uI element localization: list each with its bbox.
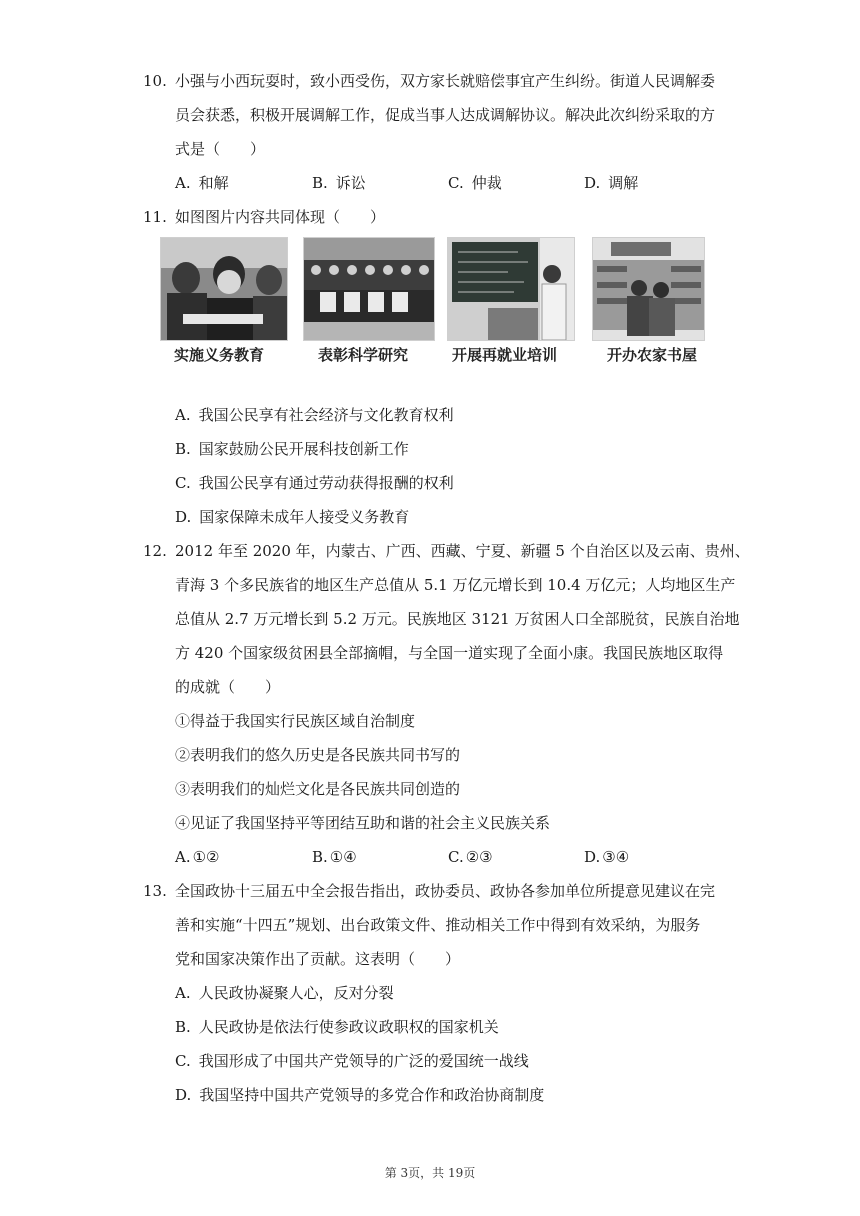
question-text-line: 员会获悉，积极开展调解工作，促成当事人达成调解协议。解决此次纠纷采取的方 [175, 106, 716, 124]
option-label: C. [448, 174, 464, 192]
option-a[interactable] [175, 405, 454, 425]
training-class-photo [447, 237, 575, 341]
question-text-line: 小强与小西玩耍时，致小西受伤，双方家长就赔偿事宜产生纠纷。街道人民调解委 [175, 72, 716, 90]
option-label: D. [584, 174, 601, 192]
question-text-line: 总值从 2.7 万元增长到 5.2 万元。民族地区 3121 万贫困人口全部脱贫，民族自治地 [175, 610, 740, 628]
option-d[interactable] [175, 1085, 544, 1105]
option-a[interactable] [175, 173, 229, 193]
option-text: 我国公民享有通过劳动获得报酬的权利 [198, 474, 454, 492]
option-text: 和解 [198, 174, 229, 192]
option-text: 国家保障未成年人接受义务教育 [199, 508, 410, 526]
option-a[interactable] [175, 847, 220, 867]
option-b[interactable] [175, 439, 409, 459]
option-label: B. [312, 848, 328, 866]
option-label: D. [175, 508, 192, 526]
question-number: 10. [143, 72, 167, 90]
question-number: 12. [143, 542, 167, 560]
image-caption: 表彰科学研究 [318, 346, 409, 364]
option-b[interactable] [312, 847, 357, 867]
option-text: 调解 [608, 174, 639, 192]
option-text: 我国公民享有社会经济与文化教育权利 [198, 406, 454, 424]
question-number: 11. [143, 208, 167, 226]
statement-1: ①得益于我国实行民族区域自治制度 [175, 712, 416, 730]
option-text: ①② [192, 848, 220, 866]
option-b[interactable] [312, 173, 366, 193]
image-caption: 实施义务教育 [174, 346, 265, 364]
option-label: D. [584, 848, 601, 866]
library-photo [592, 237, 705, 341]
question-text-line: 如图图片内容共同体现（ ） [175, 208, 386, 226]
option-a[interactable] [175, 983, 394, 1003]
option-c[interactable] [175, 473, 454, 493]
question-text-line: 党和国家决策作出了贡献。这表明（ ） [175, 950, 461, 968]
option-text: 诉讼 [335, 174, 366, 192]
page-footer: 第 3页，共 19页 [384, 1166, 476, 1180]
option-label: B. [312, 174, 328, 192]
statement-4: ④见证了我国坚持平等团结互助和谐的社会主义民族关系 [175, 814, 551, 832]
option-text: ①④ [329, 848, 357, 866]
option-d[interactable] [175, 507, 409, 527]
option-d[interactable] [584, 173, 638, 193]
statement-2: ②表明我们的悠久历史是各民族共同书写的 [175, 746, 461, 764]
option-text: ③④ [602, 848, 630, 866]
option-text: 人民政协是依法行使参政议政职权的国家机关 [198, 1018, 499, 1036]
question-text-line: 善和实施“十四五”规划、出台政策文件、推动相关工作中得到有效采纳，为服务 [175, 916, 701, 934]
option-label: C. [175, 474, 191, 492]
option-label: A. [175, 174, 191, 192]
option-label: A. [175, 848, 191, 866]
option-c[interactable] [175, 1051, 529, 1071]
option-text: ②③ [465, 848, 493, 866]
option-label: D. [175, 1086, 192, 1104]
question-number: 13. [143, 882, 167, 900]
option-label: A. [175, 984, 191, 1002]
option-label: A. [175, 406, 191, 424]
option-b[interactable] [175, 1017, 499, 1037]
option-d[interactable] [584, 847, 629, 867]
option-text: 我国坚持中国共产党领导的多党合作和政治协商制度 [199, 1086, 545, 1104]
question-text-line: 式是（ ） [175, 140, 266, 158]
option-label: B. [175, 440, 191, 458]
option-text: 国家鼓励公民开展科技创新工作 [198, 440, 409, 458]
students-photo [160, 237, 288, 341]
option-c[interactable] [448, 847, 493, 867]
award-ceremony-photo [303, 237, 435, 341]
question-text-line: 方 420 个国家级贫困县全部摘帽，与全国一道实现了全面小康。我国民族地区取得 [175, 644, 724, 662]
question-text-line: 青海 3 个多民族省的地区生产总值从 5.1 万亿元增长到 10.4 万亿元；人均地区生产 [175, 576, 736, 594]
option-label: C. [175, 1052, 191, 1070]
option-label: C. [448, 848, 464, 866]
option-label: B. [175, 1018, 191, 1036]
option-text: 人民政协凝聚人心，反对分裂 [198, 984, 394, 1002]
statement-3: ③表明我们的灿烂文化是各民族共同创造的 [175, 780, 461, 798]
question-text-line: 全国政协十三届五中全会报告指出，政协委员、政协各参加单位所提意见建议在完 [175, 882, 716, 900]
image-caption: 开办农家书屋 [607, 346, 698, 364]
question-text-line: 的成就（ ） [175, 678, 281, 696]
option-c[interactable] [448, 173, 502, 193]
image-caption: 开展再就业培训 [452, 346, 558, 364]
option-text: 我国形成了中国共产党领导的广泛的爱国统一战线 [198, 1052, 529, 1070]
question-text-line: 2012 年至 2020 年，内蒙古、广西、西藏、宁夏、新疆 5 个自治区以及云南、贵州、 [175, 542, 750, 560]
option-text: 仲裁 [471, 174, 502, 192]
